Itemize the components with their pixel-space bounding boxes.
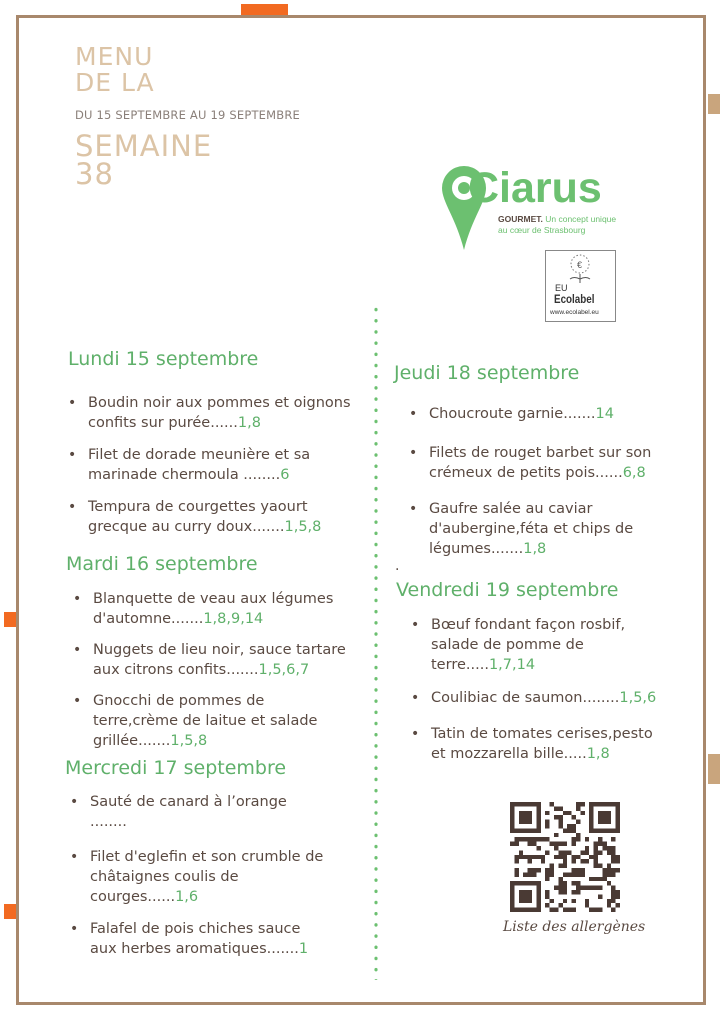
title-line-2: DE LA <box>75 68 155 97</box>
menu-item: • Nuggets de lieu noir, sauce tartare aux citrons confits.......1,5,6,7 <box>93 640 368 680</box>
allergen-codes: 1,8 <box>237 415 261 431</box>
day-heading: Vendredi 19 septembre <box>396 579 619 601</box>
title-line-1: MENU <box>75 42 154 71</box>
menu-item: • Blanquette de veau aux légumes d'automne.......1,8,9,14 <box>93 589 368 629</box>
title-line-3: SEMAINE <box>75 129 213 163</box>
menu-item: • Tatin de tomates cerises,pesto et mozzarella bille.....1,8 <box>431 724 701 764</box>
ecolabel-flower-icon <box>546 251 615 285</box>
brand-tagline: GOURMET. Un concept unique <box>498 214 617 224</box>
day-heading: Mardi 16 septembre <box>66 553 258 575</box>
brand-wordmark: Ciarus <box>468 164 602 212</box>
left-tab-decoration <box>4 904 16 919</box>
top-tab-decoration <box>241 4 288 15</box>
brand-tagline-line2: au cœur de Strasbourg <box>498 225 586 235</box>
menu-item: • Bœuf fondant façon rosbif, salade de pomme de terre.....1,7,14 <box>431 615 701 675</box>
day-heading: Lundi 15 septembre <box>68 348 259 370</box>
stray-mark: . <box>395 558 400 574</box>
day-heading: Mercredi 17 septembre <box>65 757 287 779</box>
menu-item: • Tempura de courgettes yaourt grecque au curry doux.......1,5,8 <box>88 497 368 537</box>
allergen-codes: 6,8 <box>622 465 646 481</box>
ecolabel-url: www.ecolabel.eu <box>550 309 599 316</box>
allergen-codes: 1,5,6 <box>619 690 657 706</box>
ecolabel-name: Ecolabel <box>554 292 595 306</box>
menu-item: • Gaufre salée au caviar d'aubergine,féta et chips de légumes.......1,8 <box>429 499 699 559</box>
menu-title <box>75 44 155 96</box>
menu-item: • Filets de rouget barbet sur son crémeux de petits pois......6,8 <box>429 443 699 483</box>
menu-item: • Boudin noir aux pommes et oignons confits sur purée......1,8 <box>88 393 368 433</box>
week-title <box>75 129 213 191</box>
day-heading: Jeudi 18 septembre <box>394 362 580 384</box>
qr-caption: Liste des allergènes <box>503 919 646 935</box>
allergen-codes: 1,7,14 <box>488 657 536 673</box>
menu-item: • Falafel de pois chiches sauce aux herbes aromatiques.......1 <box>90 919 368 959</box>
ecolabel-eu: EU <box>555 283 568 293</box>
allergen-codes: 1,8 <box>523 541 547 557</box>
allergen-codes: 1,5,6,7 <box>258 662 310 678</box>
allergen-codes: 1,5,8 <box>170 733 208 749</box>
allergen-codes: 1,8,9,14 <box>203 611 264 627</box>
allergen-codes: 1,8 <box>586 746 610 762</box>
allergen-codes: 6 <box>280 467 290 483</box>
column-divider <box>374 304 378 980</box>
menu-item: • Gnocchi de pommes de terre,crème de laitue et salade grillée.......1,5,8 <box>93 691 368 751</box>
allergen-codes: 1,6 <box>175 889 199 905</box>
allergen-codes: 1 <box>298 941 309 957</box>
right-tab-decoration <box>708 754 720 784</box>
menu-item: • Coulibiac de saumon........1,5,6 <box>431 688 701 708</box>
qr-code-icon[interactable] <box>510 802 620 912</box>
left-tab-decoration <box>4 612 16 627</box>
menu-item: • Filet de dorade meunière et sa marinade chermoula ........6 <box>88 445 368 485</box>
title-line-4: 38 <box>75 157 114 191</box>
allergen-codes: 14 <box>595 406 614 422</box>
right-tab-decoration <box>708 94 720 114</box>
svg-text:€: € <box>577 260 583 270</box>
allergen-codes: 1,5,8 <box>284 519 322 535</box>
menu-item: • Filet d'eglefin et son crumble de châtaignes coulis de courges......1,6 <box>90 847 368 907</box>
date-range: DU 15 SEPTEMBRE AU 19 SEPTEMBRE <box>75 108 301 122</box>
eu-ecolabel <box>545 250 616 322</box>
menu-item: • Sauté de canard à l’orange ........ <box>90 792 368 832</box>
menu-item: • Choucroute garnie.......14 <box>429 404 699 424</box>
